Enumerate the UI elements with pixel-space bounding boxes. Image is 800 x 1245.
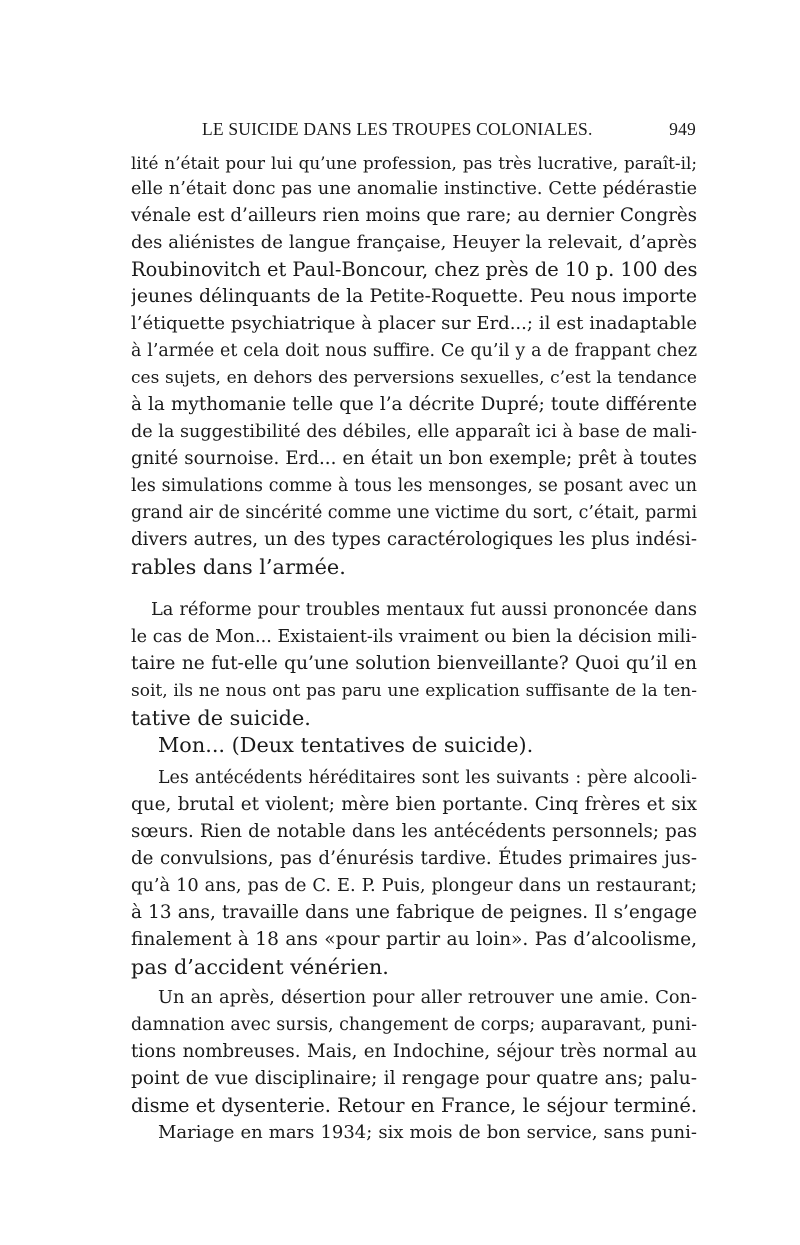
text-line: point de vue disciplinaire; il rengage pour quatre ans; palu- <box>131 1068 697 1089</box>
text-line: jeunes délinquants de la Petite-Roquette. Peu nous importe <box>131 286 697 307</box>
running-header <box>128 119 696 143</box>
text-line: à l’armée et cela doit nous suffire. Ce qu’il y a de frappant chez <box>131 341 697 361</box>
running-title: LE SUICIDE DANS LES TROUPES COLONIALES. <box>202 119 593 139</box>
page-number: 949 <box>669 119 696 139</box>
text-line: qu’à 10 ans, pas de C. E. P. Puis, plongeur dans un restaurant; <box>131 875 697 896</box>
text-line: finalement à 18 ans «pour partir au loin». Pas d’alcoolisme, <box>131 929 697 950</box>
text-line: rables dans l’armée. <box>131 555 346 579</box>
text-line: Mon... (Deux tentatives de suicide). <box>158 733 534 757</box>
text-line: à la mythomanie telle que l’a décrite Dupré; toute différente <box>131 394 697 415</box>
text-line: La réforme pour troubles mentaux fut aussi prononcée dans <box>151 599 697 620</box>
text-line: tions nombreuses. Mais, en Indochine, séjour très normal au <box>131 1041 697 1062</box>
text-line: taire ne fut-elle qu’une solution bienveillante? Quoi qu’il en <box>131 653 697 674</box>
text-line: à 13 ans, travaille dans une fabrique de peignes. Il s’engage <box>131 902 697 923</box>
text-line: lité n’était pour lui qu’une profession, pas très lucrative, paraît-il; <box>131 153 697 173</box>
text-line: divers autres, un des types caractérologiques les plus indési- <box>131 529 697 550</box>
text-line: gnité sournoise. Erd... en était un bon exemple; prêt à toutes <box>131 448 697 469</box>
text-line: Les antécédents héréditaires sont les suivants : père alcooli- <box>158 768 697 788</box>
text-line: le cas de Mon... Existaient-ils vraiment ou bien la décision mili- <box>131 627 697 647</box>
text-line: grand air de sincérité comme une victime du sort, c’était, parmi <box>131 503 697 523</box>
text-line: elle n’était donc pas une anomalie instinctive. Cette pédérastie <box>131 179 697 199</box>
text-line: vénale est d’ailleurs rien moins que rare; au dernier Congrès <box>131 205 697 226</box>
text-line: Un an après, désertion pour aller retrouver une amie. Con- <box>158 987 697 1008</box>
text-line: de la suggestibilité des débiles, elle apparaît ici à base de mali- <box>131 422 697 442</box>
text-line: des aliénistes de langue française, Heuyer la relevait, d’après <box>131 232 697 253</box>
text-line: l’étiquette psychiatrique à placer sur Erd...; il est inadaptable <box>131 313 697 334</box>
text-line: ces sujets, en dehors des perversions sexuelles, c’est la tendance <box>131 368 697 388</box>
text-line: disme et dysenterie. Retour en France, le séjour terminé. <box>131 1094 697 1117</box>
text-line: de convulsions, pas d’énurésis tardive. Études primaires jus- <box>131 848 697 869</box>
text-line: sœurs. Rien de notable dans les antécédents personnels; pas <box>131 821 697 842</box>
text-line: les simulations comme à tous les mensonges, se posant avec un <box>131 476 697 496</box>
text-line: soit, ils ne nous ont pas paru une explication suffisante de la ten- <box>131 681 697 701</box>
text-line: pas d’accident vénérien. <box>131 955 389 979</box>
text-line: damnation avec sursis, changement de corps; auparavant, puni- <box>131 1015 697 1035</box>
text-line: Roubinovitch et Paul-Boncour, chez près de 10 p. 100 des <box>131 258 697 281</box>
text-line: Mariage en mars 1934; six mois de bon service, sans puni- <box>158 1122 697 1143</box>
text-line: que, brutal et violent; mère bien portante. Cinq frères et six <box>131 794 697 815</box>
text-line: tative de suicide. <box>131 706 311 730</box>
